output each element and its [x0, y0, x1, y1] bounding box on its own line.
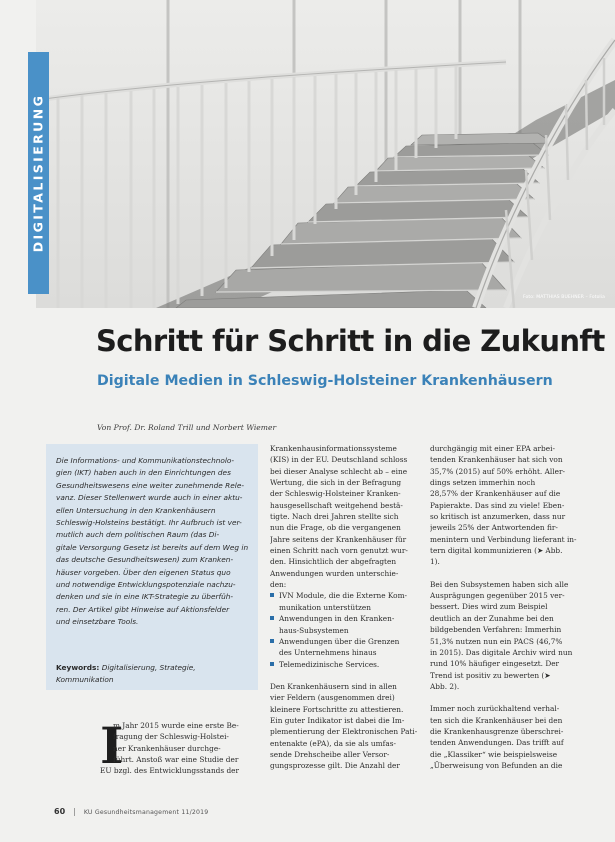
body-line: ner Krankenhäuser durchge-: [113, 743, 221, 753]
body-line: Ausprägungen gegenüber 2015 ver-: [430, 591, 565, 601]
body-line: 51,3% nutzen nun ein PACS (46,7%: [430, 636, 563, 646]
body-line: Bei den Subsystemen haben sich alle: [430, 579, 569, 589]
body-line: fragung der Schleswig-Holstei-: [113, 732, 229, 742]
bullet-marker: [270, 639, 274, 643]
body-line: Den Krankenhäusern sind in allen: [270, 681, 397, 691]
abstract-line: mutlich auch dem politischen Raum (das Di-: [56, 530, 220, 540]
abstract-line: Gesundheitswesens eine weiter zunehmende Rele-: [56, 480, 244, 490]
body-line: tigte. Nach drei Jahren stellte sich: [270, 512, 399, 522]
bullet-item: [270, 636, 420, 647]
footer-separator: |: [73, 807, 76, 816]
body-line: einen Schritt nach vorn genutzt wur-: [270, 546, 408, 556]
abstract-line: ellen Untersuchung in den Krankenhäusern: [56, 505, 216, 515]
body-line: tenden Anwendungen. Das trifft auf: [430, 738, 564, 748]
abstract-line: denken und sie in eine IKT-Strategie zu überfüh-: [56, 592, 234, 602]
abstract-line: das deutsche Gesundheitswesen) zum Kranken-: [56, 555, 234, 565]
bullet-text: des Unternehmens hinaus: [279, 648, 377, 658]
body-line: tern digital kommunizieren (➤ Abb.: [430, 546, 563, 556]
body-line: kleinere Fortschritte zu attestieren.: [270, 704, 404, 714]
body-line: der Schleswig-Holsteiner Kranken-: [270, 489, 401, 499]
body-line: hausgesellschaft weitgehend bestä-: [270, 500, 403, 510]
body-line: Wertung, die sich in der Befragung: [270, 478, 402, 488]
body-column-middle: [270, 443, 420, 772]
body-line: dings setzen immerhin noch: [430, 478, 536, 488]
body-line: führt. Anstoß war eine Studie der: [113, 755, 239, 765]
body-column-right: [430, 443, 580, 771]
bullet-text: Anwendungen über die Grenzen: [279, 636, 400, 646]
abstract-box: [46, 444, 258, 690]
bullet-marker: [270, 662, 274, 666]
paragraph-gap: [430, 568, 580, 579]
body-line: ten sich die Krankenhäuser bei den: [430, 715, 563, 725]
bullet-text: munikation unterstützen: [279, 602, 371, 612]
bullet-item: [270, 659, 420, 670]
body-line: Papierakte. Das sind zu viele! Eben-: [430, 500, 565, 510]
paragraph-gap: [270, 670, 420, 681]
abstract-line: und notwendige Entwicklungspotenziale nachzu-: [56, 580, 236, 590]
keywords-label: Keywords:: [56, 663, 100, 672]
magazine-name: KU Gesundheitsmanagement 11/2019: [83, 809, 209, 816]
abstract-line: gien (IKT) haben auch in den Einrichtungen des: [56, 468, 231, 478]
bullet-item: [270, 613, 420, 624]
article-subtitle: Digitale Medien in Schleswig-Holsteiner Krankenhäusern: [97, 373, 553, 389]
body-line: Trend ist positiv zu bewerten (➤: [430, 670, 551, 680]
article-authors: Von Prof. Dr. Roland Trill und Norbert Wiemer: [97, 423, 277, 432]
body-line: „Überweisung von Befunden an die: [430, 760, 563, 770]
body-line: EU bzgl. des Entwicklungsstands der: [100, 766, 240, 776]
body-line: Abb. 2).: [430, 681, 460, 691]
bullet-text: IVN Module, die die Externe Kom-: [279, 591, 408, 601]
bullet-item: [270, 590, 420, 601]
body-line: bei dieser Analyse schlecht ab – eine: [270, 466, 408, 476]
paragraph-gap: [430, 692, 580, 703]
drop-cap: I: [100, 716, 124, 775]
keywords-text: Kommunikation: [56, 675, 114, 685]
body-line: rund 10% häufiger eingesetzt. Der: [430, 659, 560, 669]
body-column-left: [100, 716, 256, 777]
body-line: gungsprozesse gilt. Die Anzahl der: [270, 761, 400, 771]
abstract-line: Schleswig-Holsteins bestätigt. Ihr Aufbruch ist ver-: [56, 518, 242, 528]
body-line: den:: [270, 580, 287, 590]
body-line: 1).: [430, 557, 440, 567]
bullet-marker: [270, 616, 274, 620]
article-title: Schritt für Schritt in die Zukunft: [96, 324, 605, 358]
abstract-line: ren. Der Artikel gibt Hinweise auf Aktionsfelder: [56, 604, 230, 614]
body-line: (KIS) in der EU. Deutschland schloss: [270, 455, 408, 465]
abstract-line: gitale Versorgung Gesetz ist bereits auf dem Weg in: [56, 542, 249, 552]
bullet-text: Telemedizinische Services.: [279, 659, 380, 669]
abstract-text: [56, 455, 250, 629]
body-line: vier Feldern (ausgenommen drei): [270, 693, 395, 703]
body-line: sende Drehscheibe aller Versor-: [270, 749, 390, 759]
bullet-text: haus-Subsystemen: [279, 625, 349, 635]
abstract-line: Die Informations- und Kommunikationstechnolo-: [56, 456, 235, 465]
abstract-line: vanz. Dieser Stellenwert wurde auch in einer aktu-: [56, 493, 243, 503]
body-line: tenden Krankenhäuser hat sich von: [430, 455, 563, 465]
body-line: Krankenhausinformationssysteme: [270, 444, 397, 453]
body-line: deutlich an der Zunahme bei den: [430, 613, 554, 623]
body-line: Anwendungen wurden unterschie-: [270, 568, 399, 578]
body-line: Jahre seitens der Krankenhäuser für: [270, 534, 407, 544]
keywords-line: [56, 662, 250, 674]
bullet-marker: [270, 593, 274, 597]
keywords-text: Digitalisierung, Strategie,: [99, 663, 196, 672]
body-line: bildgebenden Verfahren: Immerhin: [430, 625, 562, 635]
body-line: den. Hinsichtlich der abgefragten: [270, 557, 397, 567]
body-line: 35,7% (2015) auf 50% erhöht. Aller-: [430, 466, 565, 476]
section-tab-label: DIGITALISIERUNG: [30, 93, 46, 253]
abstract-line: häuser vorgeben. Über den eigenen Status quo: [56, 567, 231, 577]
staircase-photo: [36, 0, 615, 308]
body-line: die Krankenhausgrenze überschrei-: [430, 726, 564, 736]
body-line: plementierung der Elektronischen Pati-: [270, 727, 418, 737]
body-line: so kritisch ist anzumerken, dass nur: [430, 512, 566, 522]
body-line: Immer noch zurückhaltend verhal-: [430, 704, 560, 714]
body-line: m Jahr 2015 wurde eine erste Be-: [113, 721, 239, 730]
page-footer: [54, 807, 208, 816]
page-number: 60: [54, 807, 66, 816]
body-line: in 2015). Das digitale Archiv wird nun: [430, 647, 573, 657]
body-line: menintern und Verbindung lieferant in-: [430, 534, 577, 544]
body-line: die „Klassiker“ wie beispielsweise: [430, 749, 558, 759]
body-line: nun die Frage, ob die vergangenen: [270, 523, 401, 533]
body-line: entenakte (ePA), da sie als umfas-: [270, 738, 396, 748]
body-line: jeweils 25% der Antwortenden fir-: [430, 523, 558, 533]
body-line: bessert. Dies wird zum Beispiel: [430, 602, 548, 612]
body-line: durchgängig mit einer EPA arbei-: [430, 444, 555, 453]
abstract-line: und einsetzbare Tools.: [56, 617, 139, 627]
body-line: 28,57% der Krankenhäuser auf die: [430, 489, 561, 499]
keywords: [56, 662, 250, 687]
photo-credit: Foto: MATTHIAS BUEHNER – Fotolia: [523, 295, 605, 300]
bullet-text: Anwendungen in den Kranken-: [279, 614, 395, 624]
body-line: Ein guter Indikator ist dabei die Im-: [270, 715, 405, 725]
